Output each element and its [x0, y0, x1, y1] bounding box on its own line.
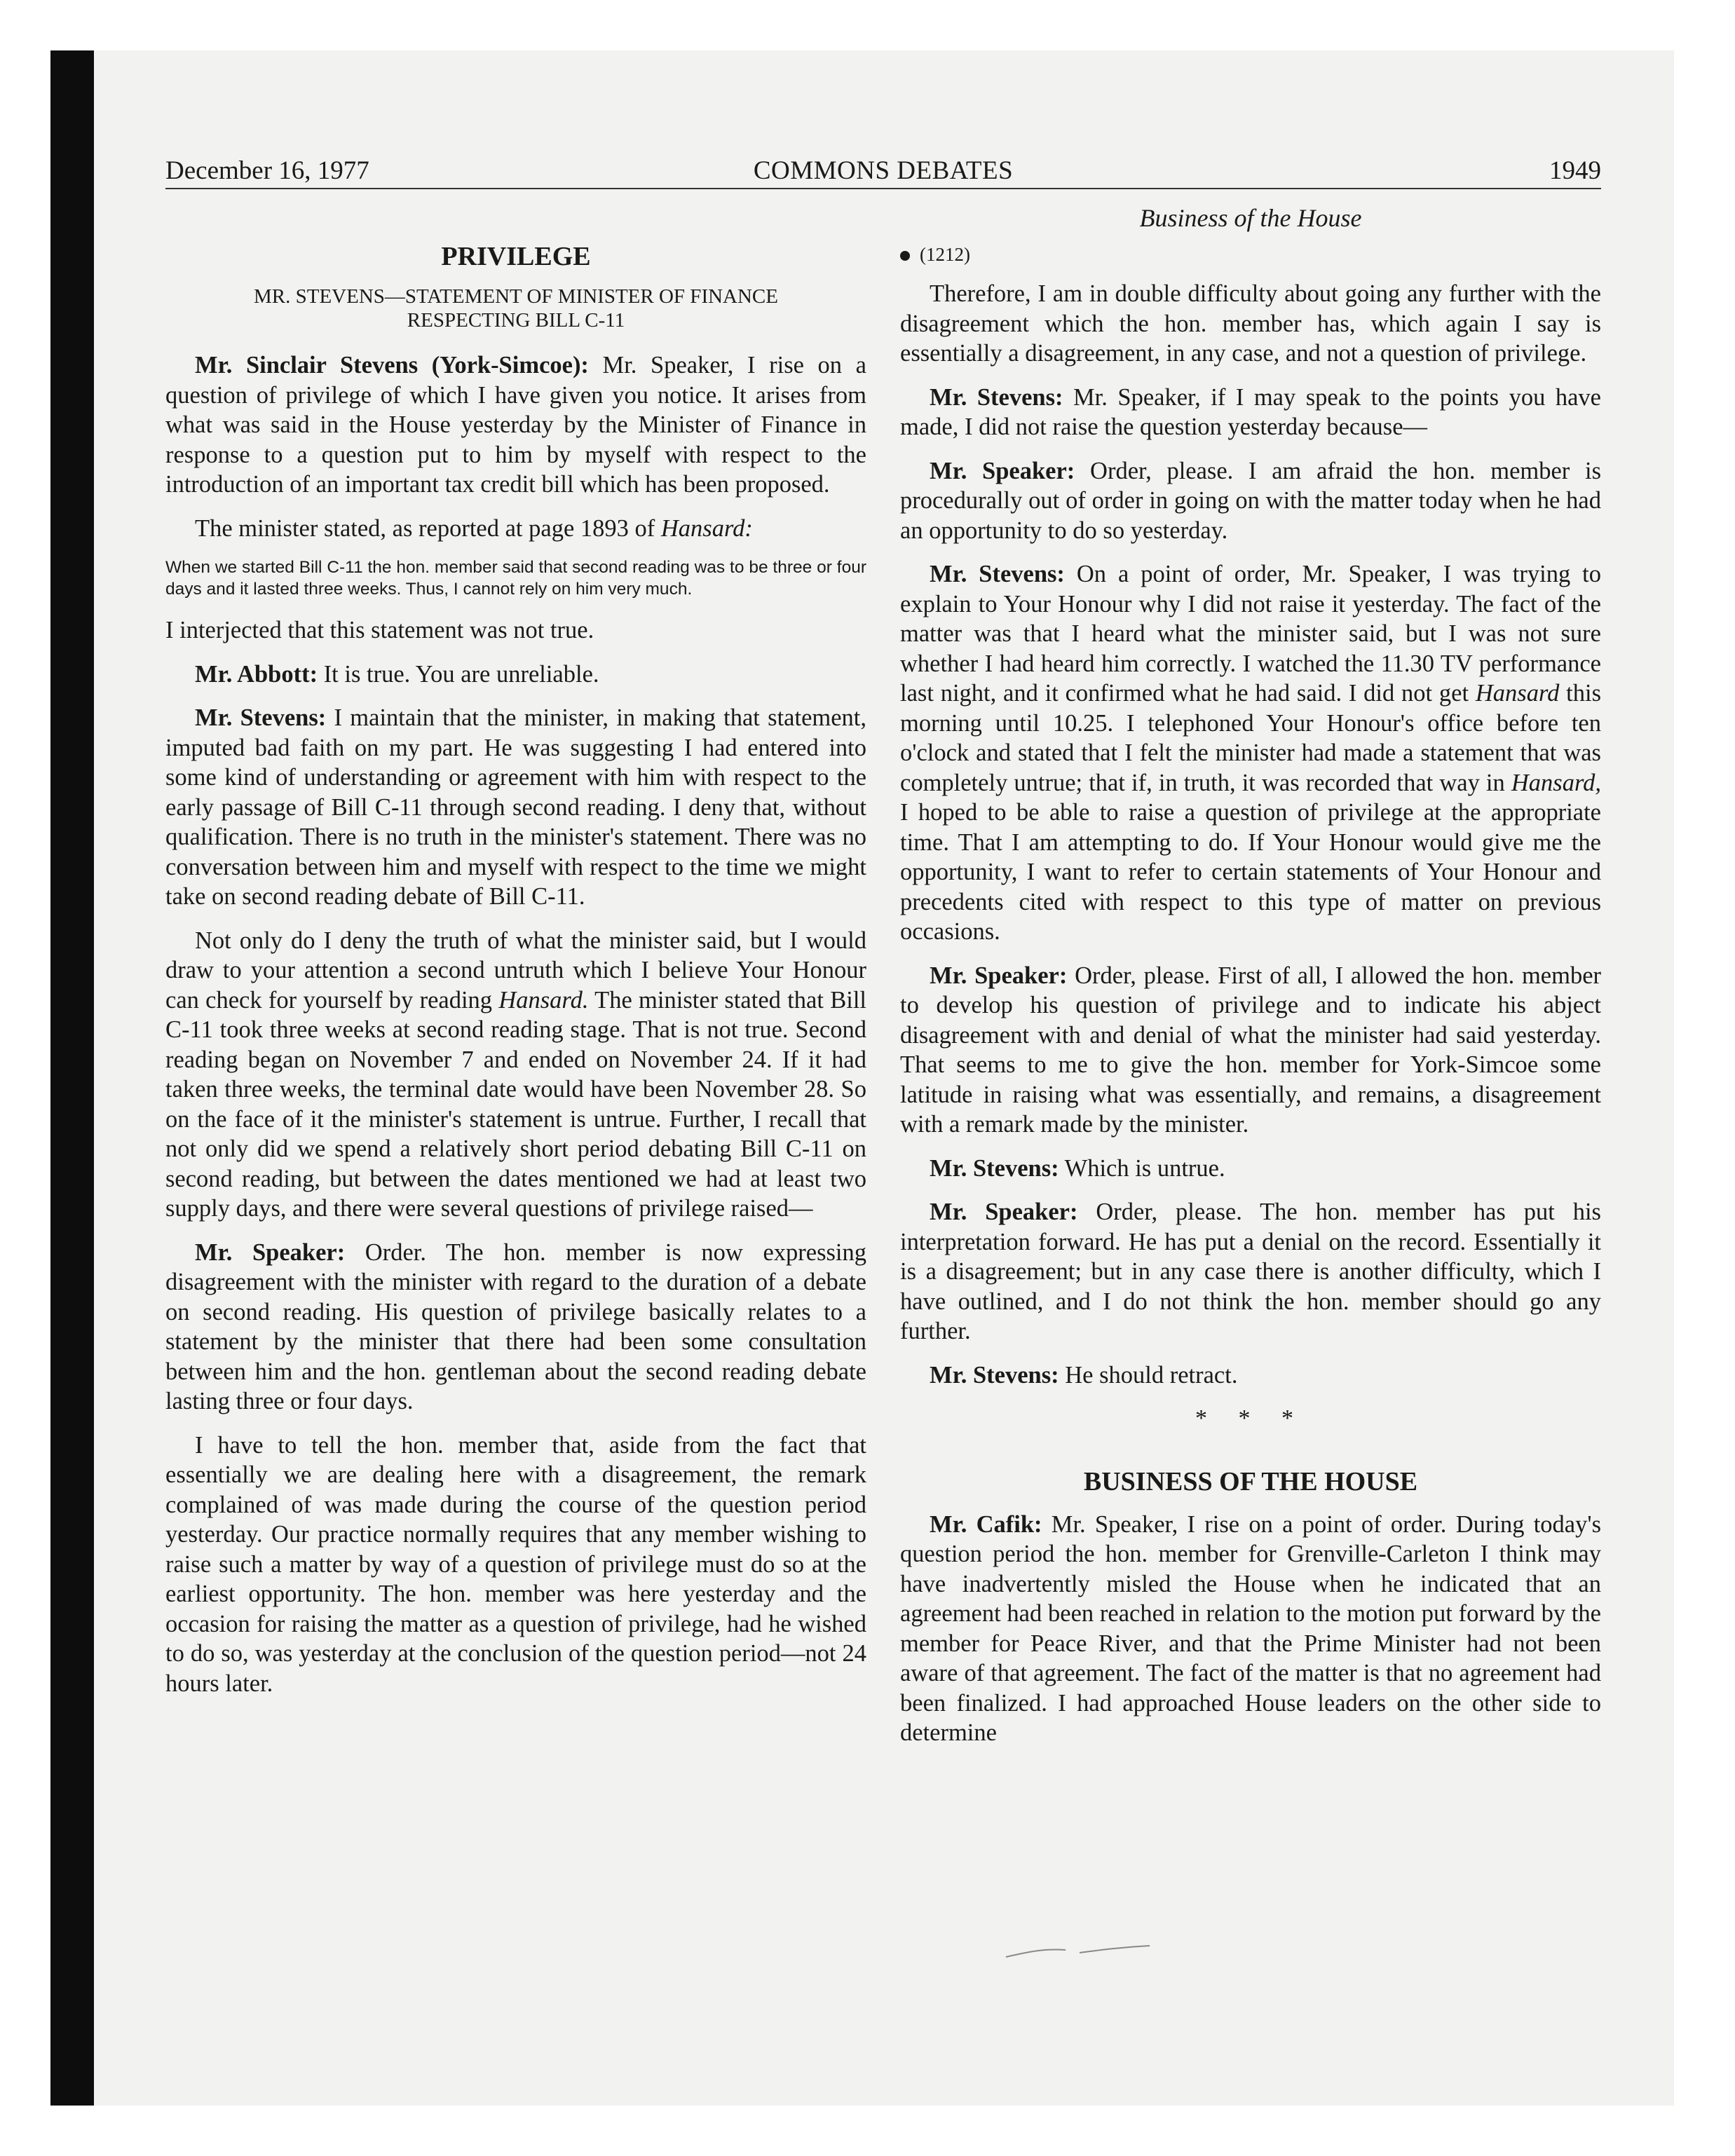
header-title: COMMONS DEBATES [753, 156, 1014, 185]
paragraph-text: Mr. Speaker, I rise on a question of privilege of which I have given you notice. It arises from what was said in the House yesterday by the Minister of Finance in response to a question put to him by myself with respect to the introduction of an important tax credit bill which has been proposed. [165, 352, 866, 498]
paragraph-text: He should retract. [1059, 1361, 1238, 1389]
speaker-name: Mr. Stevens: [930, 1361, 1059, 1389]
paragraph-text: this morning until 10.25. I telephoned Your Honour's office before ten o'clock and stated that I felt the minister had made a statement that was completely untrue; that if, in truth, it was recorded that way in [900, 680, 1601, 796]
timestamp-text: (1212) [920, 244, 970, 265]
paragraph-text: Order, please. First of all, I allowed the hon. member to develop his question of privilege and to indicate his abject disagreement with and denial of what the minister had said yesterday. That seems to me to give the hon. member for York-Simcoe some latitude in raising what was essentially, and remains, a disagreement with a remark made by the minister. [900, 962, 1602, 1138]
pencil-mark [1002, 1942, 1157, 1963]
paragraph [900, 961, 1601, 1140]
italic-text: Hansard: [660, 514, 753, 542]
speaker-name: Mr. Speaker: [930, 962, 1068, 989]
paragraph-text: Not only do I deny the truth of what the minister said, but I would draw to your attention a second untruth which I believe Your Honour can check for yourself by reading [165, 927, 866, 1014]
bullet-icon [900, 251, 910, 261]
subtitle-line-1: MR. STEVENS—STATEMENT OF MINISTER OF FINANCE [254, 285, 778, 308]
paragraph: Therefore, I am in double difficulty about going any further with the disagreement which the hon. member has, which again I say is essentially a disagreement, in any case, and not a question of privilege. [900, 280, 1601, 367]
section-title-business: BUSINESS OF THE HOUSE [1083, 1466, 1418, 1496]
paragraph-text: Mr. Speaker, if I may speak to the points you have made, I did not raise the question yesterday because— [900, 383, 1601, 440]
speaker-name: Mr. Stevens: [930, 561, 1065, 587]
paragraph [165, 703, 866, 912]
paragraph: I have to tell the hon. member that, aside from the fact that essentially we are dealing here with a disagreement, the remark complained of was made during the course of the question period yesterday. Our practice normally requires that any member wishing to raise such a matter by way of a question of privilege must do so at the earliest opportunity. The hon. member was here yesterday and the occasion for raising the matter as a question of privilege, had he wished to do so, was yesterday at the conclusion of the question period—not 24 hours later. [165, 1431, 866, 1697]
subtitle-line-2: RESPECTING BILL C-11 [407, 309, 625, 332]
left-column [165, 203, 866, 1712]
page-header [165, 153, 1601, 189]
paragraph [900, 559, 1601, 947]
timestamp [900, 243, 1601, 266]
paragraph [165, 1238, 866, 1417]
paragraph-text: It is true. You are unreliable. [318, 660, 599, 688]
section-title-privilege: PRIVILEGE [441, 242, 591, 271]
paragraph-text: I hoped to be able to raise a question of privilege at the appropriate time. That I am attempting to do. If Your Honour would give me the opportunity, I want to refer to certain statements of Your Honour and precedents cited with respect to this type of matter on previous occasions. [900, 799, 1601, 945]
binding-edge [50, 50, 94, 2106]
speaker-name: Mr. Stevens: [195, 704, 327, 731]
paragraph [165, 926, 866, 1224]
paragraph [165, 514, 866, 544]
paragraph-text: The minister stated, as reported at page 1893 of [195, 514, 661, 542]
paragraph-text: The minister stated that Bill C-11 took three weeks at second reading stage. That is not true. Second reading began on November 7 and ended on November 24. If it had taken three weeks, the terminal date would have been November 28. So on the face of it the minister's statement is untrue. Further, I recall that not only did we spend a relatively short period debating Bill C-11 on second reading, but between the dates mentioned we had at least two supply days, and there were several questions of privilege raised— [165, 986, 866, 1222]
header-page-number: 1949 [1549, 156, 1601, 185]
paragraph-text: Order. The hon. member is now expressing disagreement with the minister with regard to the duration of a debate on second reading. His question of privilege basically relates to a statement by the minister that there had been some consultation between him and the hon. gentleman about the second reading debate lasting three or four days. [165, 1239, 867, 1414]
section-separator: * * * [1195, 1405, 1306, 1431]
speaker-name: Mr. Cafik: [930, 1510, 1042, 1538]
paragraph [900, 1154, 1601, 1184]
running-head: Business of the House [1139, 204, 1362, 232]
paragraph-text: Order, please. The hon. member has put his interpretation forward. He has put a denial on the record. Essentially it is a disagreement; but in any case there is another difficulty, which I have outlined, and I do not think the hon. member should go any further. [900, 1199, 1601, 1344]
paragraph [900, 1360, 1601, 1391]
header-rule [165, 188, 1601, 189]
speaker-name: Mr. Stevens: [930, 1154, 1059, 1182]
paragraph [900, 456, 1601, 546]
paragraph: I interjected that this statement was not true. [165, 617, 594, 643]
paragraph-text: Order, please. I am afraid the hon. member is procedurally out of order in going on with the matter today when he had an opportunity to do so yesterday. [900, 457, 1602, 544]
paragraph [165, 350, 866, 500]
speaker-name: Mr. Speaker: [930, 457, 1075, 484]
paragraph-text: On a point of order, Mr. Speaker, I was trying to explain to Your Honour why I did not raise it yesterday. The fact of the matter was that I heard what the minister said, but I was not sure whether I had heard him correctly. I watched the 11.30 TV performance last night, and it confirmed what he had said. I did not get [900, 561, 1601, 707]
speaker-name: Mr. Sinclair Stevens (York-Simcoe): [195, 352, 589, 378]
paragraph-text: Mr. Speaker, I rise on a point of order. During today's question period the hon. member for Grenville-Carleton I think may have inadvertently misled the House when he indicated that an agreement had been reached in relation to the motion put forward by the member for Peace River, and that the Prime Minister had not been aware of that agreement. The fact of the matter is that no agreement had been finalized. I had approached House leaders on the other side to determine [900, 1510, 1601, 1746]
speaker-name: Mr. Speaker: [195, 1239, 346, 1266]
speaker-name: Mr. Stevens: [930, 383, 1063, 411]
paragraph [900, 1197, 1601, 1346]
italic-text: Hansard, [1511, 769, 1601, 796]
paragraph [900, 383, 1601, 442]
speaker-name: Mr. Speaker: [930, 1199, 1078, 1225]
paragraph-text: I maintain that the minister, in making that statement, imputed bad faith on my part. He was suggesting I had entered into some kind of understanding or agreement with him with respect to the early passage of Bill C-11 through second reading. I deny that, without qualification. There is no truth in the minister's statement. There was no conversation between him and myself with respect to the time we might take on second reading debate of Bill C-11. [165, 704, 866, 910]
header-date: December 16, 1977 [165, 156, 369, 185]
block-quote: When we started Bill C-11 the hon. member said that second reading was to be three or four days and it lasted three weeks. Thus, I cannot rely on him very much. [165, 558, 866, 599]
speaker-name: Mr. Abbott: [195, 660, 318, 688]
italic-text: Hansard [1475, 680, 1560, 707]
section-subtitle [165, 285, 866, 332]
paragraph-text: Which is untrue. [1059, 1154, 1225, 1182]
italic-text: Hansard. [498, 986, 589, 1014]
paragraph [165, 660, 866, 690]
right-column [900, 203, 1601, 1762]
paragraph [900, 1510, 1601, 1748]
